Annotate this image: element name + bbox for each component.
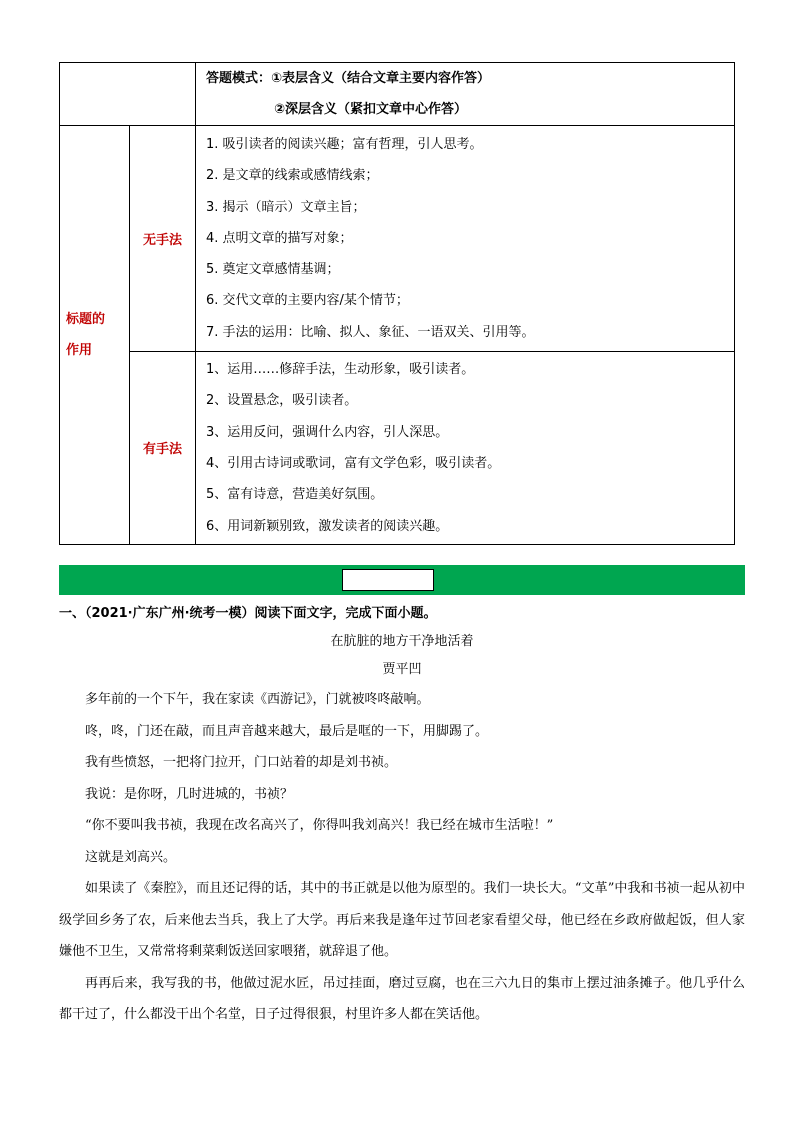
list-item: 1. 吸引读者的阅读兴趣；富有哲理，引人思考。 (206, 137, 483, 152)
paragraph: 我说：是你呀，几时进城的，书祯？ (85, 786, 294, 802)
answer-table (59, 62, 735, 545)
article-title: 在肮脏的地方干净地活着 (330, 634, 474, 649)
group-label-no-technique: 无手法 (130, 126, 196, 352)
list-item: 2. 是文章的线索或感情线索； (206, 168, 379, 184)
group-label-with-technique: 有手法 (130, 352, 196, 545)
article-author: 贾平凹 (382, 662, 422, 677)
list-item: 6、用词新颖别致，激发读者的阅读兴趣。 (206, 518, 449, 534)
group-items-no-technique (196, 126, 735, 352)
section-banner (59, 565, 745, 595)
list-item: 5. 奠定文章感情基调； (206, 262, 340, 278)
list-item: 3、运用反问，强调什么内容，引人深思。 (206, 424, 449, 440)
paragraph: 我有些愤怒，一把将门拉开，门口站着的却是刘书祯。 (85, 755, 398, 770)
group-items-with-technique (196, 352, 735, 545)
reading-passage (59, 628, 745, 1031)
paragraph: 这就是刘高兴。 (85, 849, 177, 865)
list-item: 4. 点明文章的描写对象； (206, 230, 353, 246)
list-item: 7. 手法的运用：比喻、拟人、象征、一语双关、引用等。 (206, 324, 535, 340)
answer-mode-line1: 答题模式：①表层含义（结合文章主要内容作答） (206, 71, 491, 86)
table-blank-cell (60, 63, 196, 126)
list-item: 4、引用古诗词或歌词，富有文学色彩，吸引读者。 (206, 455, 501, 471)
paragraph: 再再后来，我写我的书，他做过泥水匠，吊过挂面，磨过豆腐，也在三六九日的集市上摆过油条摊子。他几乎什么都干过了，什么都没干出个名堂，日子过得很狠，村里许多人都在笑话他。 (59, 975, 745, 1022)
answer-mode-cell (196, 63, 735, 126)
list-item: 2、设置悬念，吸引读者。 (206, 393, 358, 409)
list-item: 1、运用……修辞手法，生动形象，吸引读者。 (206, 362, 475, 378)
question-title: 一、（2021·广东广州·统考一模）阅读下面文字，完成下面小题。 (59, 606, 437, 621)
list-item: 5、富有诗意，营造美好氛围。 (206, 487, 384, 503)
paragraph: 多年前的一个下午，我在家读《西游记》，门就被咚咚敲响。 (85, 692, 430, 707)
category-line1: 标题的 (66, 311, 106, 327)
paragraph: “你不要叫我书祯，我现在改名高兴了，你得叫我刘高兴！我已经在城市生活啦！” (85, 818, 554, 833)
list-item: 6. 交代文章的主要内容/某个情节； (206, 293, 409, 309)
list-item: 3. 揭示（暗示）文章主旨； (206, 199, 366, 215)
answer-mode-line2: ②深层含义（紧扣文章中心作答） (274, 102, 468, 117)
category-cell (60, 126, 130, 545)
section-banner-label-box (342, 569, 434, 591)
category-line2: 作用 (66, 342, 93, 358)
paragraph: 如果读了《秦腔》，而且还记得的话，其中的书正就是以他为原型的。我们一块长大。“文革”中我和书祯一起从初中级学回乡务了农，后来他去当兵，我上了大学。再后来我是逢年过节回老家看望父母，他已经在乡政府做起饭，但人家嫌他不卫生，又常常将剩菜剩饭送回家喂猪，就辞退了他。 (59, 881, 745, 959)
paragraph: 咚，咚，门还在敲，而且声音越来越大，最后是哐的一下，用脚踢了。 (85, 723, 489, 739)
